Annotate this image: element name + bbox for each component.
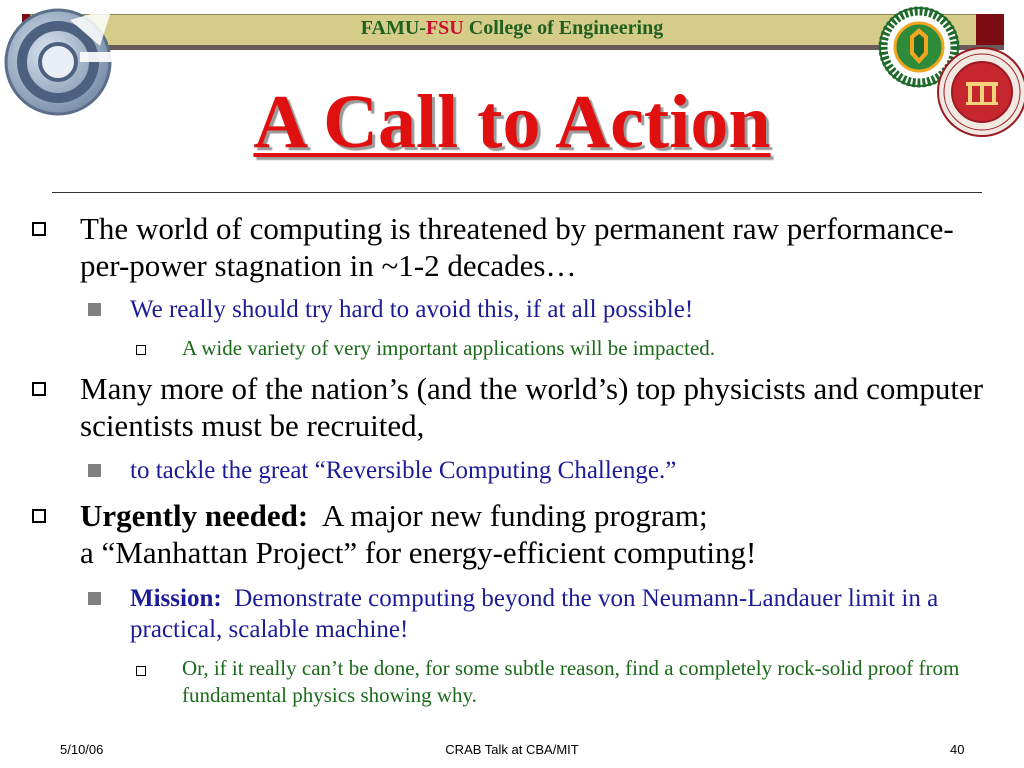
header-famu: FAMU bbox=[360, 17, 420, 39]
bullet-3-sub bbox=[130, 583, 1000, 645]
bullet-box-icon bbox=[32, 222, 46, 236]
bullet-3-lead: Urgently needed: bbox=[80, 498, 309, 533]
title-rule bbox=[52, 192, 982, 193]
bullet-square-icon bbox=[88, 592, 101, 605]
bullet-1-subsub: A wide variety of very important applications will be impacted. bbox=[182, 336, 716, 360]
bullet-small-box-icon bbox=[136, 345, 146, 355]
bullet-3-subsub: Or, if it really can’t be done, for some subtle reason, find a completely rock-solid proof from fundamental physics showing why. bbox=[182, 656, 960, 707]
header-bar-shadow bbox=[42, 45, 1004, 50]
bullet-3-sub-text: Demonstrate computing beyond the von Neumann-Landauer limit in a practical, scalable machine! bbox=[130, 585, 939, 643]
bullet-2-sub: to tackle the great “Reversible Computing Challenge.” bbox=[130, 457, 677, 484]
bullet-small-box-icon bbox=[136, 666, 146, 676]
bullet-square-icon bbox=[88, 464, 101, 477]
bullet-box-icon bbox=[32, 382, 46, 396]
bullet-square-icon bbox=[88, 303, 101, 316]
footer-center: CRAB Talk at CBA/MIT bbox=[445, 742, 579, 757]
slide-title: A Call to Action bbox=[253, 80, 771, 164]
bullet-3-text bbox=[80, 497, 1000, 571]
header-title bbox=[0, 17, 1024, 40]
header-fsu: FSU bbox=[425, 17, 464, 39]
bullet-1-sub: We really should try hard to avoid this, if at all possible! bbox=[130, 296, 694, 323]
bullet-3-line1: A major new funding program; bbox=[321, 498, 708, 533]
header-college: College of Engineering bbox=[463, 17, 664, 39]
bullet-1-text: The world of computing is threatened by permanent raw performance-per-power stagnation in ~1-2 decades… bbox=[80, 211, 954, 283]
bullet-2-text: Many more of the nation’s (and the world’s) top physicists and computer scientists must be recruited, bbox=[80, 371, 984, 443]
header-dash: - bbox=[419, 17, 426, 39]
footer-date: 5/10/06 bbox=[60, 742, 104, 757]
footer-page-number: 40 bbox=[950, 742, 965, 757]
bullet-3-line2: a “Manhattan Project” for energy-efficient computing! bbox=[80, 535, 757, 570]
bullet-box-icon bbox=[32, 509, 46, 523]
bullet-3-sub-lead: Mission: bbox=[130, 585, 222, 612]
